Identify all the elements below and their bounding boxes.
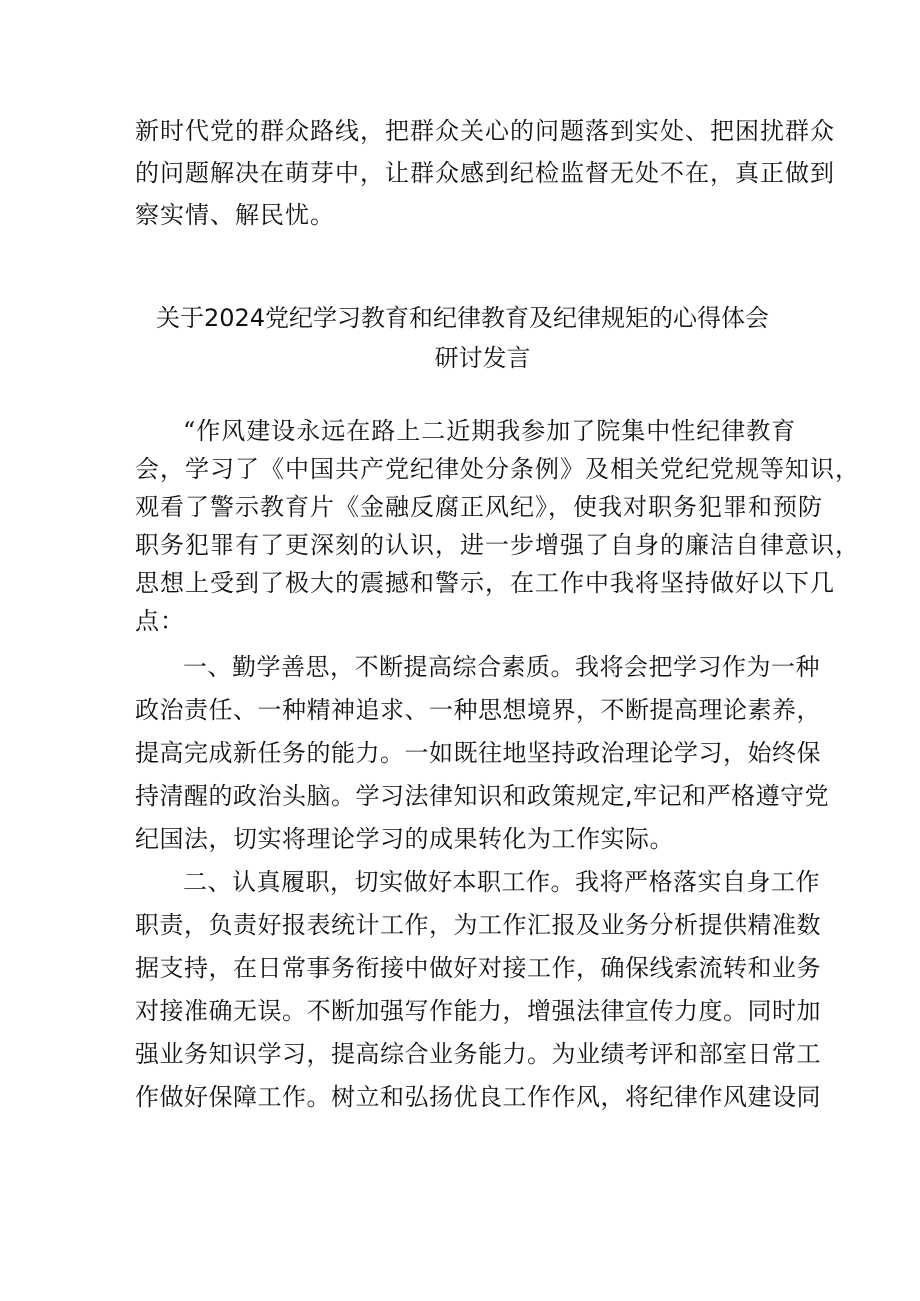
section-1-paragraph [135, 646, 830, 861]
section-1-line: 政治责任、一种精神追求、一种思想境界，不断提高理论素养， [135, 696, 821, 724]
section-2-line: 作做好保障工作。树立和弘扬优良工作作风，将纪律作风建设同 [135, 1083, 821, 1111]
section-1-line: 持清醒的政治头脑。学习法律知识和政策规定,牢记和严格遵守党 [135, 782, 830, 810]
quote-line: 点： [135, 607, 185, 635]
quote-line: 会，学习了《中国共产党纪律处分条例》及相关党纪党规等知识， [135, 455, 860, 483]
section-2-paragraph [135, 861, 821, 1119]
intro-line: 的问题解决在萌芽中，让群众感到纪检监督无处不在，真正做到 [135, 159, 835, 187]
intro-line: 察实情、解民忧。 [135, 201, 335, 229]
title-line-1: 关于2024党纪学习教育和纪律教育及纪律规矩的心得体会 [155, 304, 770, 332]
document-title [135, 298, 790, 378]
quote-paragraph [135, 412, 860, 640]
intro-paragraph [135, 110, 835, 236]
title-line-2: 研讨发言 [434, 344, 531, 372]
section-2-line: 强业务知识学习，提高综合业务能力。为业绩考评和部室日常工 [135, 1040, 821, 1068]
quote-line: 观看了警示教育片《金融反腐正风纪》，使我对职务犯罪和预防 [135, 493, 823, 521]
section-1-line: 纪国法，切实将理论学习的成果转化为工作实际。 [135, 825, 674, 853]
section-1-line: 一、勤学善思，不断提高综合素质。我将会把学习作为一种 [183, 653, 820, 681]
quote-line: 思想上受到了极大的震撼和警示，在工作中我将坚持做好以下几 [135, 569, 835, 597]
intro-line: 新时代党的群众路线，把群众关心的问题落到实处、把困扰群众 [135, 117, 835, 145]
section-1-line: 提高完成新任务的能力。一如既往地坚持政治理论学习，始终保 [135, 739, 821, 767]
section-2-line: 据支持，在日常事务衔接中做好对接工作，确保线索流转和业务 [135, 954, 821, 982]
quote-line: 职务犯罪有了更深刻的认识，进一步增强了自身的廉洁自律意识， [135, 531, 860, 559]
quote-line: “作风建设永远在路上二近期我参加了院集中性纪律教育 [183, 417, 797, 445]
section-2-line: 对接准确无误。不断加强写作能力，增强法律宣传力度。同时加 [135, 997, 821, 1025]
section-2-line: 职责，负责好报表统计工作，为工作汇报及业务分析提供精准数 [135, 911, 821, 939]
section-2-line: 二、认真履职，切实做好本职工作。我将严格落实自身工作 [183, 868, 820, 896]
